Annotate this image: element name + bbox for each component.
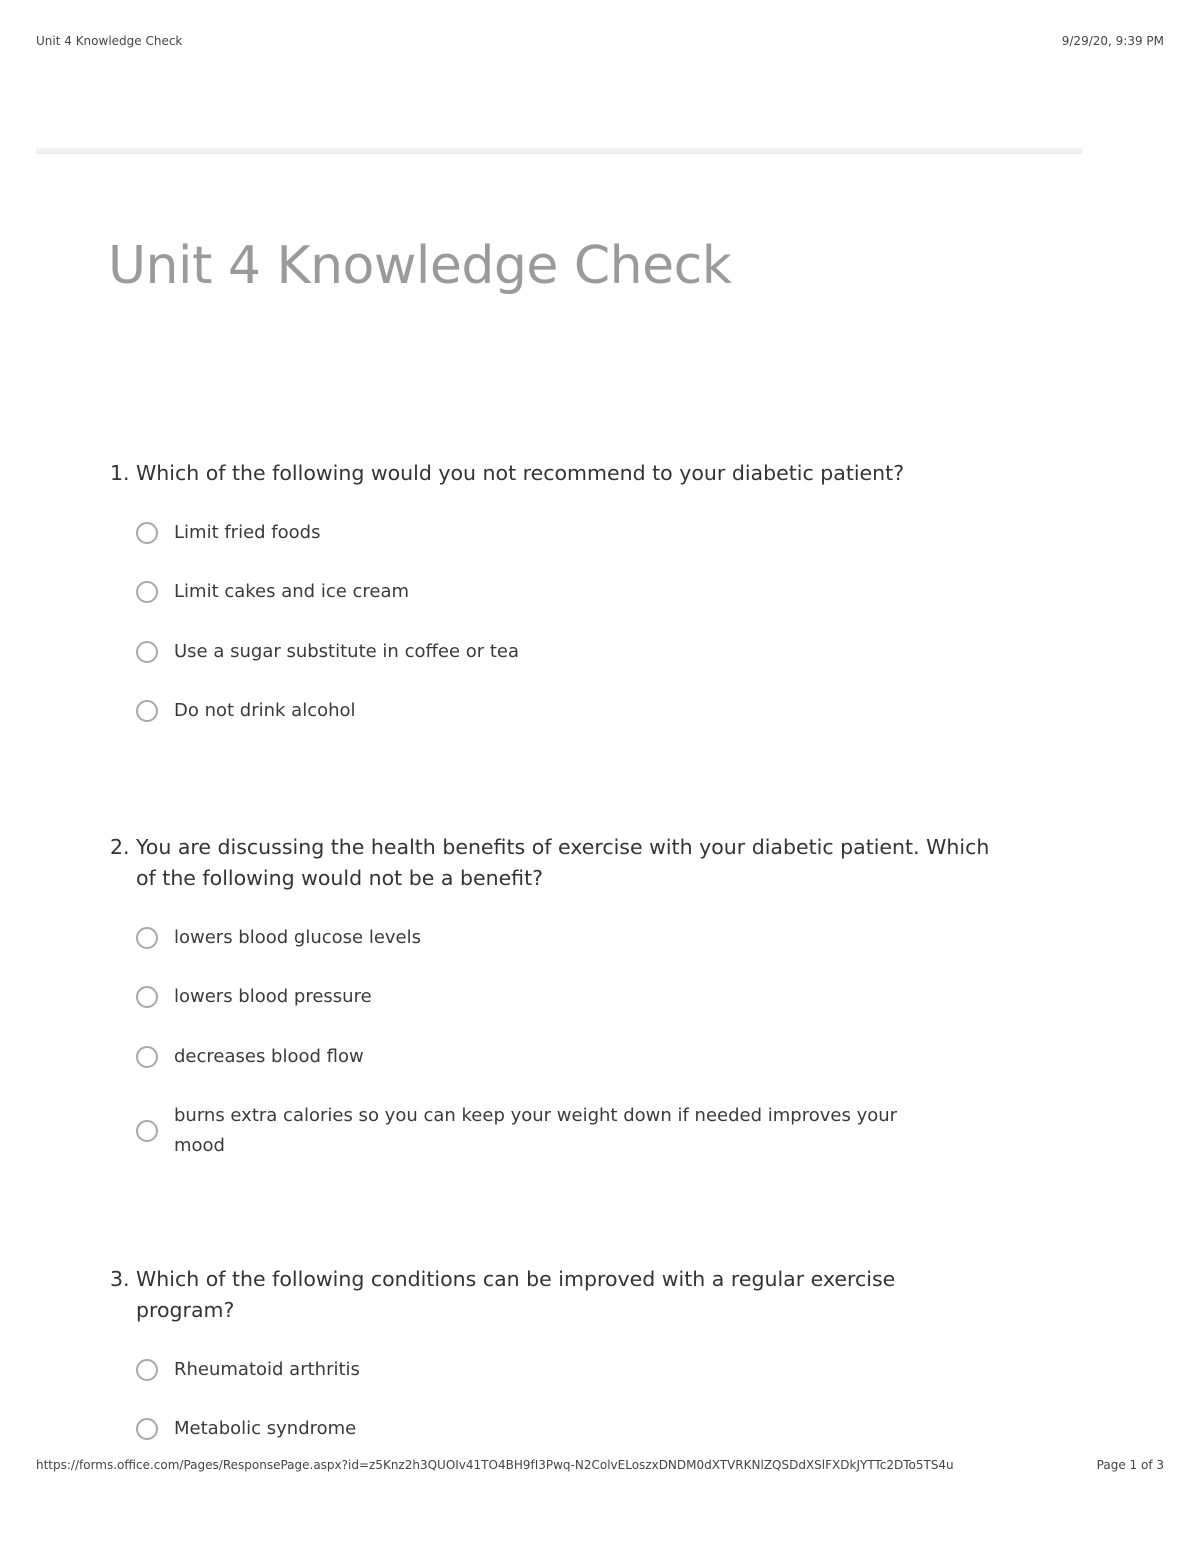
question-text: Which of the following conditions can be improved with a regular exercise program? bbox=[136, 1267, 896, 1322]
radio-option[interactable] bbox=[110, 622, 990, 682]
option-label: Do not drink alcohol bbox=[174, 700, 356, 722]
print-footer bbox=[36, 1458, 1164, 1476]
question-number: 1. bbox=[110, 461, 130, 485]
print-header-datetime: 9/29/20, 9:39 PM bbox=[1061, 34, 1164, 48]
radio-button[interactable] bbox=[136, 522, 158, 544]
question-text: Which of the following would you not recommend to your diabetic patient? bbox=[136, 461, 905, 485]
option-label: burns extra calories so you can keep your weight down if needed improves your mood bbox=[174, 1104, 898, 1156]
option-label: Use a sugar substitute in coffee or tea bbox=[174, 640, 520, 662]
form-header-bar bbox=[36, 148, 1082, 154]
radio-button[interactable] bbox=[136, 927, 158, 949]
radio-option[interactable] bbox=[110, 968, 990, 1028]
radio-group bbox=[110, 503, 990, 741]
option-label: Limit fried foods bbox=[174, 521, 321, 543]
option-label: lowers blood pressure bbox=[174, 986, 372, 1008]
radio-option[interactable] bbox=[110, 908, 990, 968]
option-label: decreases blood flow bbox=[174, 1045, 364, 1067]
question-title bbox=[110, 458, 990, 489]
question-number: 3. bbox=[110, 1267, 130, 1291]
question-1 bbox=[110, 458, 990, 741]
radio-button[interactable] bbox=[136, 581, 158, 603]
print-footer-page: Page 1 of 3 bbox=[1096, 1458, 1164, 1472]
radio-button[interactable] bbox=[136, 1418, 158, 1440]
radio-option[interactable] bbox=[110, 1087, 990, 1175]
option-label: Limit cakes and ice cream bbox=[174, 581, 410, 603]
radio-option[interactable] bbox=[110, 503, 990, 563]
question-title bbox=[110, 1264, 990, 1326]
question-3 bbox=[110, 1264, 990, 1440]
radio-button[interactable] bbox=[136, 986, 158, 1008]
radio-button[interactable] bbox=[136, 700, 158, 722]
print-footer-url: https://forms.office.com/Pages/ResponsePage.aspx?id=z5Knz2h3QUOIv41TO4BH9fI3Pwq-N2ColvELoszxDNDM0dXTVRKNlZQSDdXSlFXDkJYTTc2DTo5TS4u bbox=[36, 1458, 954, 1472]
question-2 bbox=[110, 832, 990, 1175]
radio-group bbox=[110, 908, 990, 1175]
radio-button[interactable] bbox=[136, 641, 158, 663]
radio-option[interactable] bbox=[110, 1340, 990, 1400]
option-label: Metabolic syndrome bbox=[174, 1418, 357, 1440]
form-title: Unit 4 Knowledge Check bbox=[108, 236, 732, 296]
question-text: You are discussing the health benefits of exercise with your diabetic patient. Which of the following would not be a benefit? bbox=[136, 835, 990, 890]
radio-button[interactable] bbox=[136, 1046, 158, 1068]
radio-option[interactable] bbox=[110, 1027, 990, 1087]
question-number: 2. bbox=[110, 835, 130, 859]
question-title bbox=[110, 832, 990, 894]
radio-option[interactable] bbox=[110, 682, 990, 742]
print-header-title: Unit 4 Knowledge Check bbox=[36, 34, 183, 48]
radio-button[interactable] bbox=[136, 1120, 158, 1142]
option-label: Rheumatoid arthritis bbox=[174, 1358, 360, 1380]
radio-option[interactable] bbox=[110, 1400, 990, 1441]
radio-option[interactable] bbox=[110, 563, 990, 623]
radio-button[interactable] bbox=[136, 1359, 158, 1381]
option-label: lowers blood glucose levels bbox=[174, 926, 422, 948]
radio-group bbox=[110, 1340, 990, 1440]
